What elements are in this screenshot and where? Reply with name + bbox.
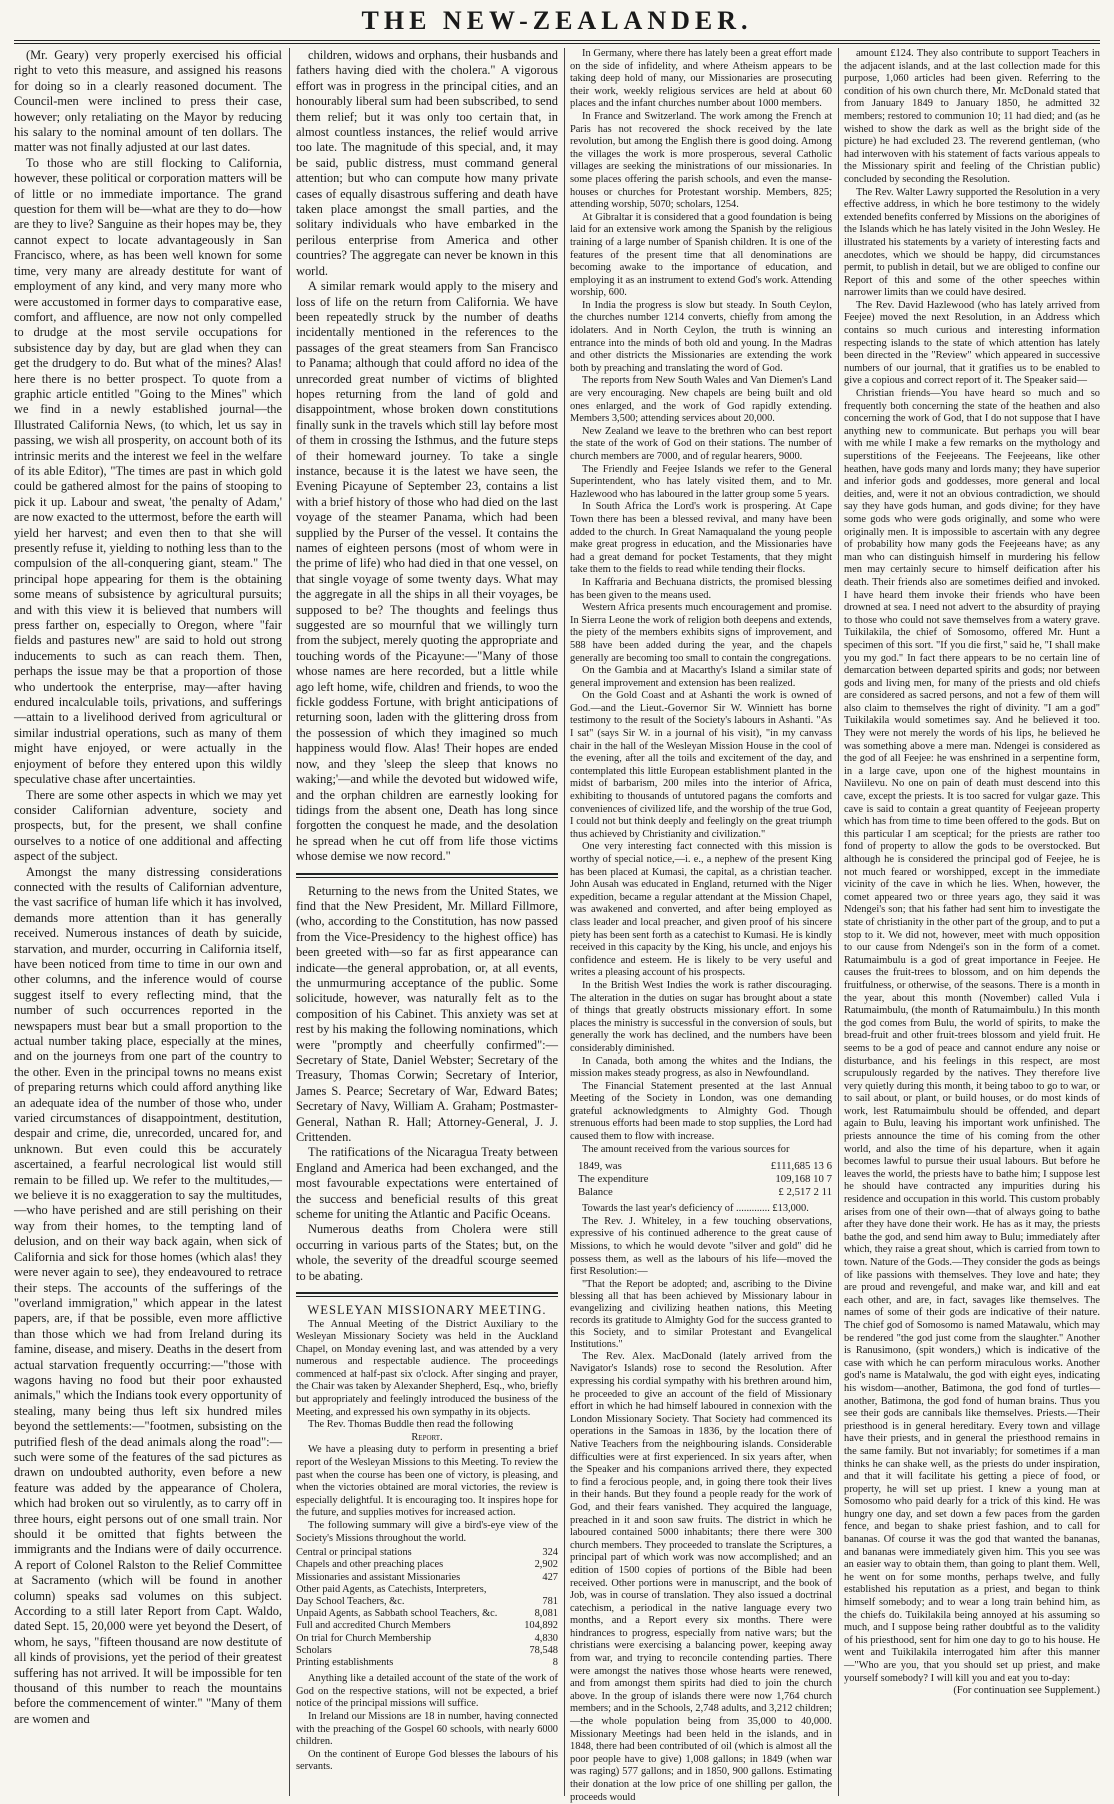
finance-value: £111,685 13 6: [770, 1160, 832, 1173]
paragraph: The Friendly and Feejee Islands we refer to the General Superintendent, who has lately visited them, and to Mr. Hazlewood who has laboured in the latter group some 5 years.: [570, 463, 832, 500]
finance-value: £ 2,517 2 11: [778, 1186, 832, 1199]
stat-label: Central or principal stations: [296, 1547, 412, 1559]
paragraph: The Rev. David Hazlewood (who has lately arrived from Feejee) moved the next Resolution, in an Address which contains so much curious and interesting information respecting islands to the state of which attention has lately been directed in the "Review" which appeared in successive numbers of our journal, that it gratifies us to be enabled to give a copious and correct report of it. The Speaker said—: [844, 299, 1100, 387]
table-row: [296, 1584, 558, 1596]
stat-label: Day School Teachers, &c.: [296, 1596, 405, 1607]
column-4: [844, 48, 1100, 1796]
paragraph: On the continent of Europe God blesses the labours of his servants.: [296, 1748, 558, 1773]
paragraph: Numerous deaths from Cholera were still occurring in various parts of the States; but, on the whole, the severity of the dreadful scourge seemed to be abating.: [296, 1222, 558, 1283]
report-subheading: Report.: [411, 1431, 443, 1443]
table-row: [296, 1620, 558, 1632]
paragraph: amount £124. They also contribute to support Teachers in the adjacent islands, and at the last collection made for this purpose, 1,060 articles had been given. Referring to the condition of his own church there, Mr. McDonald stated that from January 1849 to January 1850, he admitted 32 members; restored to communion 10; 11 had died; and (as he wished to show the dark as well as the bright side of the picture) he had excluded 23. The reverend gentleman, (who had interwoven with his statement of facts various appeals to the Missionary spirit and feeling of the Christian public) concluded by seconding the Resolution.: [844, 48, 1100, 185]
paragraph: A similar remark would apply to the misery and loss of life on the return from California. We have been repeatedly struck by the number of deaths incidentally mentioned in the references to the passages of the great steamers from San Francisco to Panama; although that could afford no idea of the unrecorded great number of victims of blighted hopes returning from the land of gold and disappointment, whose broken down constitutions finally sunk in the travels which still lay before most of them in crossing the Isthmus, and the future steps of their homeward journey. To take a single instance, because it is the latest we have seen, the Evening Picayune of September 23, contains a list with a brief history of those who had died on the last voyage of the steamer Panama, which had been supplied by the Purser of the vessel. It contains the names of eighteen persons (most of whom were in the prime of life) who had died in that one vessel, on that single voyage of some twenty days. What may the aggregate in all the ships in all their voyages, be supposed to be? The thoughts and feelings thus suggested are so mournful that we willingly turn from the subject, merely quoting the appropriate and touching words of the Picayune:—"Many of those whose names are here recorded, but a little while ago left home, wife, children and friends, to woo the fickle goddess Fortune, with bright anticipations of returning soon, laden with the glittering dross from the possession of which they imagined so much happiness would flow. Alas! Their hopes are ended now, and they 'sleep the sleep that knows no waking;'—and while the devoted but widowed wife, and the orphan children are earnestly looking for tidings from the absent one, Death has long since forgotten the conquest he made, and the desolation he spread when he cut off from life those victims whose demise we now record.": [296, 279, 558, 864]
paragraph: The following summary will give a bird's-eye view of the Society's Missions throughout the world.: [296, 1520, 558, 1544]
stat-label: Unpaid Agents, as Sabbath school Teachers, &c.: [296, 1608, 498, 1620]
paragraph: The Rev. Thomas Buddle then read the following: [308, 1419, 514, 1431]
table-row: [296, 1559, 558, 1571]
paragraph: In India the progress is slow but steady. In South Ceylon, the churches number 1214 converts, chiefly from among the idolaters. And in North Ceylon, the truth is winning an entrance into the minds of both old and young. In the Madras and other districts the Missionaries are extending the work both by preaching and translating the word of God.: [570, 299, 832, 374]
paragraph: The Rev. Walter Lawry supported the Resolution in a very effective address, in which he bore testimony to the widely extended benefits conferred by Missions on the aborigines of the Islands which he has lately visited in the John Wesley. He illustrated his statements by a variety of interesting facts and anecdotes, which we should be happy, did circumstances permit, to publish in detail, but we are obliged to confine our Report of this and some of the other speeches within narrower limits than we could have desired.: [844, 186, 1100, 299]
column-3: [570, 48, 832, 1803]
paragraph: The Financial Statement presented at the last Annual Meeting of the Society in London, was one demanding grateful acknowledgments to Almighty God. Though strenuous efforts had been made to stop supplies, the Lord had caused them to flow with increase.: [570, 1080, 832, 1143]
stat-label: On trial for Church Membership: [296, 1632, 432, 1644]
table-row: [296, 1645, 558, 1657]
finance-label: 1849, was: [578, 1160, 622, 1173]
resolution-text: "That the Report be adopted; and, ascribing to the Divine blessing all that has been achieved by Missionary labour in evangelizing and civilizing heathen nations, this Meeting records its gratitude to Almighty God for the success granted to this Society, and to similar Protestant and Evangelical Institutions.": [570, 1278, 832, 1350]
paragraph: The Annual Meeting of the District Auxiliary to the Wesleyan Missionary Society was held in the Auckland Chapel, on Monday evening last, and was attended by a very numerous and respectable audience. The proceedings commenced at half-past six o'clock. After singing and prayer, the Chair was taken by Alexander Shepherd, Esq., who, briefly but appropriately and feelingly introduced the business of the Meeting, and expressed his own sympathy in its objects.: [296, 1318, 558, 1418]
paragraph: There are some other aspects in which we may yet consider Californian adventure, society and prospects, but, for the present, we shall confine ourselves to a notice of one additional and affecting aspect of the subject.: [14, 787, 282, 864]
table-row: [296, 1633, 558, 1645]
paragraph: Amongst the many distressing considerations connected with the results of Californian adventure, the vast sacrifice of human life which it has involved, demands more attention than it has generally received. Numerous instances of death by suicide, starvation, and murder, occurring in California itself, have been noticed from time to time in our own and other columns, and the inference would of course suggest itself to every reflecting mind, that the number of such occurrences reported in the newspapers must bear but a small proportion to the actual number taking place, especially at the mines, and on the journeys from one part of the country to the other. Even in the principal towns no means exist of preparing returns which could afford anything like an adequate idea of the number of those who, under varied circumstances of disappointment, destitution, despair and crime, die, unrecorded, uncared for, and unknown. But even could this be accurately ascertained, a fearful necrological list would still remain to be filled up. We refer to the multitudes,—we believe it is no exaggeration to say the multitudes,—who have perished and are still perishing on their way from their homes, to the tempting land of delusion, and on their way back again, when sick of California and sick for those homes (which alas! they were never again to see), they endeavoured to retrace their steps. The accounts of the sufferings of the "overland immigration," which appear in the latest papers, are, if that be possible, even more afflictive than those which we had from Ireland during its famine, disease, and misery. Deaths in the desert from actual starvation frequently occurring:—"those with wagons having no food but their poor exhausted animals," which the Indians took every opportunity of stealing, many being thus left six hundred miles beyond the settlements:—"footmen, subsisting on the putrified flesh of the dead animals along the road":—such were some of the features of the sad pictures as drawn on undoubted authority, even before a new feature was added by the appearance of Cholera, which had broken out so virulently, as to carry off in three hours, eight persons out of one small train. Nor should it be omitted that fights between the immigrants and the Indians were of daily occurrence. A report of Colonel Ralston to the Relief Committee at Sacramento (which will be found in another column) speaks sad volumes on this subject. According to a still later Report from Capt. Waldo, dated Sept. 15, 20,000 were yet beyond the Desert, of whom, he says, "fifteen thousand are now destitute of all kinds of provisions, yet the period of their greatest suffering has not arrived. It will be impossible for ten thousand of this number to reach the mountains before the commencement of winter." "Many of them are women and: [14, 864, 282, 1726]
stat-value: 8,081: [534, 1608, 558, 1620]
paragraph: In Germany, where there has lately been a great effort made on the side of infidelity, and where Atheism appears to be taking deep hold of many, our Missionaries are prosecuting their work, weekly religious services are held at about 60 places and the infant churches number about 1000 members.: [570, 48, 832, 110]
stat-value: 104,892: [524, 1620, 558, 1632]
paragraph: The Rev. Alex. MacDonald (lately arrived from the Navigator's Islands) rose to second the Resolution. After expressing his cordial sympathy with his brethren around him, he proceeded to give an account of the field of Missionary effort in which he had himself laboured in connexion with the London Missionary Society. That Society had commenced its operations in the Samoas in 1836, by the location there of Native Teachers from the neighbouring islands. Considerable difficulties were at first experienced. In six years after, when the Speaker and his companions arrived there, they expected to find a ferocious people, and, in going there took their lives in their hands. But they found a people ready for the work of God, and their fears vanished. They acquired the language, preached in it and soon saw fruits. The district in which he laboured contained 5000 inhabitants; there there were 300 church members. They proceeded to translate the Scriptures, a principal part of which work was now accomplished; and an edition of 1500 copies of portions of the Bible had been received. Other portions were in manuscript, and the book of Job, was in course of translation. They also issued a doctrinal catechism, a periodical in the native language every two months, and a Report every six months. There were hindrances to progress, especially from native wars; but the christians were exercising a balancing power, keeping away from war, and trying to reconcile contending parties. There were amongst the natives those whose hearts were renewed, and from amongst them spirits had died to join the church above. In the group of islands there were now 1,764 church members; and in the Schools, 2,748 adults, and 3,212 children;—the whole population being from 35,000 to 40,000. Missionary Meetings had been held in the islands, and in 1848, there had been contributed of oil (which is almost all the poor people have to give) 1,008 gallons; in 1849 (when war was raging) 577 gallons; and in 1850, 900 gallons. Estimating their donation at the low price of one shilling per gallon, the proceeds would: [570, 1350, 832, 1803]
missions-statistics-table: [296, 1547, 558, 1669]
finance-label: The expenditure: [578, 1173, 649, 1186]
column-2: [296, 48, 558, 1796]
masthead: THE NEW-ZEALANDER.: [361, 6, 753, 35]
stat-label: Printing establishments: [296, 1657, 394, 1669]
table-row: [570, 1160, 832, 1173]
table-row: [570, 1186, 832, 1199]
stat-label: Chapels and other preaching places: [296, 1559, 444, 1571]
stat-label: Full and accredited Church Members: [296, 1620, 451, 1632]
paragraph: Returning to the news from the United States, we find that the New President, Mr. Millard Fillmore, (who, according to the Constitution, has now passed from the Vice-Presidency to the highest office) has been greeted with—so far as first appearance can indicate—the general approbation, or, at all events, the unmurmuring acceptance of the public. Some solicitude, however, was naturally felt as to the composition of his Cabinet. This anxiety was set at rest by his making the following nominations, which were "promptly and cheerfully confirmed":—Secretary of State, Daniel Webster; Secretary of the Treasury, Thomas Corwin; Secretary of Interior, James S. Pearce; Secretary of War, Edward Bates; Secretary of Navy, William A. Graham; Postmaster-General, Nathan R. Hall; Attorney-General, J. J. Crittenden.: [296, 883, 558, 1145]
paragraph: One very interesting fact connected with this mission is worthy of special notice,—i. e., a nephew of the present King has been placed at Kumasi, the capital, as a christian teacher. John Ausah was educated in England, returned with the Niger expedition, became a regular attendant at the Mission Chapel, was awakened and converted, and after being employed as class leader and local preacher, and given proof of his sincere piety has been sent forth as a catechist to Kumasi. He is kindly received in this capacity by the King, his uncle, and enjoys his confidence and esteem. He is likely to be very useful and writes a pleasing account of his prospects.: [570, 841, 832, 979]
paragraph: On the Gambia and at Macarthy's Island a similar state of general improvement and extension has been realized.: [570, 665, 832, 689]
table-row: [296, 1572, 558, 1584]
paragraph: Western Africa presents much encouragement and promise. In Sierra Leone the work of religion both deepens and extends, the piety of the members exhibits signs of improvement, and 588 have been added during the year, and the chapels generally are becoming too small to contain the congregations.: [570, 602, 832, 664]
paragraph: On the Gold Coast and at Ashanti the work is owned of God.—and the Lieut.-Governor Sir W. Winniett has borne testimony to the result of the Society's labours in Ashanti. "As I sat" (says Sir W. in a journal of his visit), "in my canvass chair in the hall of the Wesleyan Mission House in the cool of the evening, after all the toils and excitement of the day, and contemplated this little European establishment planted in the midst of barbarism, 200 miles into the interior of Africa, exhibiting to thousands of untutored pagans the comforts and conveniences of civilized life, and the worship of the true God, I could not but think deeply and feelingly on the great triumph thus achieved by Christianity and civilization.": [570, 690, 832, 840]
masthead-rule: [14, 40, 1100, 41]
paragraph: In Ireland our Missions are 18 in number, having connected with the preaching of the Gospel 60 schools, with nearly 6000 children.: [296, 1711, 558, 1748]
financial-statement: [570, 1160, 832, 1199]
paragraph: The ratifications of the Nicaragua Treaty between England and America had been exchanged, and the most favourable expectations were entertained of the success and beneficial results of this great scheme for uniting the Atlantic and Pacific Oceans.: [296, 1145, 558, 1222]
stat-value: 781: [542, 1596, 558, 1607]
column-rule: [838, 48, 839, 1796]
stat-label: Missionaries and assistant Missionaries: [296, 1571, 461, 1583]
column-rule: [564, 48, 565, 1796]
table-row: [296, 1608, 558, 1620]
paragraph: Anything like a detailed account of the state of the work of God on the respective stations, will not be expected, a brief notice of the principal missions will suffice.: [296, 1673, 558, 1710]
stat-value: 4,830: [534, 1632, 558, 1644]
paragraph: In Kaffraria and Bechuana districts, the promised blessing has been given to the means used.: [570, 576, 832, 601]
paragraph: To those who are still flocking to California, however, these political or corporation matters will be of little or no immediate importance. The grand question for them will be—what are they to do—how are they to live? Sanguine as their hopes may be, they cannot expect to locate advantageously in San Francisco, where, as has been well known for some time, very many are already destitute for want of employment of any kind, and very many more who were accustomed in former days to comparative ease, comfort, and affluence, are now not only compelled to drudge at the most servile occupations for subsistence day by day, but are glad when they can get the drudgery to do. But what of the mines? Alas! here there is no better prospect. To quote from a graphic article entitled "Going to the Mines" which we find in a newly established journal—the Illustrated California News, (to which, let us say in passing, we wish all prosperity, on account both of its intrinsic merits and the interest we feel in the welfare of its able Editor), "The times are past in which gold could be gathered almost for the pains of stooping to pick it up. Labour and sweat, 'the penalty of Adam,' are now exacted to the uttermost, before the earth will yield her harvest; and even then to that she will presently refuse it, yielding to nothing less than to the compulsion of the all-conquering giant, steam." The principal hope appearing for them is the obtaining some means of subsistence by agricultural pursuits; and with this view it is believed that numbers will press farther on, especially to Oregon, where "fair fields and pastures new" are said to hold out strong inducements to such as can reach them. Then, perhaps the issue may be that a proportion of those who undertook the enterprise, may—after having endured incalculable toils, privations, and sufferings—attain to a livelihood derived from agricultural or similar industrial operations, such as many of them might have enjoyed, or were actually in the enjoyment of before they entered upon this wildly speculative chase after uncertainties.: [14, 155, 282, 787]
paragraph: In Canada, both among the whites and the Indians, the mission makes steady progress, as also in Newfoundland.: [570, 1055, 832, 1080]
deficiency-line: Towards the last year's deficiency of ............. £13,000.: [582, 1203, 809, 1215]
section-divider: [296, 1292, 558, 1297]
paragraph: The reports from New South Wales and Van Diemen's Land are very encouraging. New chapels are being built and old ones enlarged, and the work of God rapidly extending. Members 3,500; attending services about 20,000.: [570, 375, 832, 425]
stat-value: 324: [542, 1547, 558, 1559]
table-row: [296, 1596, 558, 1608]
stat-label: Other paid Agents, as Catechists, Interpreters,: [296, 1583, 487, 1595]
continuation-note: (For continuation see Supplement.): [953, 1685, 1100, 1697]
paragraph: The Rev. J. Whiteley, in a few touching observations, expressive of his continued adherence to the great cause of Missions, to which he would devote "silver and gold" did he possess them, as well as the labours of his life—moved the first Resolution:—: [570, 1215, 832, 1278]
paragraph: In France and Switzerland. The work among the French at Paris has not recovered the shock received by the late revolution, but among the English there is good doing. Among the villages the work is more prosperous, several Catholic villages are seeking the ministrations of our missionaries. In some places offering the parish schools, and even the manse-houses or churches for Protestant worship. Members, 825; attending worship, 5070; scholars, 1254.: [570, 110, 832, 211]
article-heading: WESLEYAN MISSIONARY MEETING.: [307, 1303, 547, 1318]
paragraph: Christian friends—You have heard so much and so frequently both concerning the state of the heathen and also concerning the work of God, that I do not suppose that I have anything new to communicate. But perhaps you will bear with me while I make a few remarks on the mythology and superstitions of the Feejeeans. The Feejeeans, like other heathen, have gods many and lords many; they have superior and inferior gods and goddesses, more general and local deities, and, were it not an obvious contradiction, we should say they have gods human, and gods divine; for they have some gods who were gods originally, and some who were originally men. It is impossible to ascertain with any degree of probability how many gods the Feejeeans have; as any man who can distinguish himself in murdering his fellow men may certainly secure to himself deification after his death. Their friends also are sometimes deified and invoked. I have heard them invoke their friends who have been drowned at sea. I need not advert to the absurdity of praying to those who could not save themselves from a watery grave. Tuikilakila, the chief of Somosomo, offered Mr. Hunt a specimen of this sort. "If you die first," said he, "I shall make you my god." In fact there appears to be no certain line of demarcation between departed spirits and gods; nor between gods and living men, for many of the priests and old chiefs are considered as sacred persons, and not a few of them will also claim to themselves the right of divinity. "I am a god" Tuikilakila would sometimes say. And he believed it too. They were not merely the words of his lips, he believed he was something above a mere man. Ndengei is considered as the god of all Feejee: he was enshrined in a serpentine form, in a large cave, upon one of the highest mountains in Naviilevu. No one on pain of death must descend into this cave, except the priests. It is too sacred for vulgar gaze. This cave is said to contain a great quantity of Feejeean property which has from time to time been offered to the gods. But on this particular I am sceptical; for the priests are rather too fond of property to allow the gods to be overstocked. But although he is considered the principal god of Feejee, he is not much feared or worshipped, except in the immediate vicinity of the cave in which he lies. When, however, the comet appeared two or three years ago, they said it was Ndengei's son; that his father had sent him to investigate the state of christianity in the other part of the group, and to put a stop to it. We did not, however, meet with much opposition to our cause from Ndengei's son in the form of a comet. Ratumaimbulu is a god of great importance in Feejee. He causes the fruit-trees to blossom, and on him depends the fruitfulness, or otherwise, of the seasons. There is a month in the year, about this month (November) called Vula i Ratumaimbulu, (the month of Ratumaimbulu.) In this month the god comes from Bulu, the world of spirits, to make the bread-fruit and other fruit-trees blossom and yield fruit. He seems to be a god of peace and cannot endure any noise or disturbance, and his feelings in this respect, are most scrupulously regarded by the natives. They therefore live very quietly during this month, it being taboo to go to war, or to sail about, or plant, or build houses, or do most kinds of work, lest Ratumaimbulu should be offended, and depart again to Bulu, leaving his important work unfinished. The priests announce the time of his coming from the other world, and also the time of his departure, when it again becomes lawful to pursue their usual labours. But before he leaves the world, the priests have to bathe him; I suppose lest he should have contracted any impurities during his residence and occupation in this world. This custom probably arises from one of their own—that of always going to bathe after they have done their work. He has as it may, the priests bathe the god, and send him away to Bulu; immediately after which, they raise a great shout, which is carried from town to town. Nature of the Gods.—They consider the gods as beings of like passions with themselves. They love and hate; they are proud and revengeful, and make war, and kill and eat each other, and are, in fact, savages like themselves. The names of some of their gods are indicative of their nature. The chief god of Somosomo is named Matawalu, which may be rendered "the god just come from the slaughter." Another is Ranusimono, (spit wonders,) which is indicative of the case with which he can perform miraculous works. Another god's name is Matalwalu, the god with eight eyes, indicating his wisdom—another, Batimona, the god fond of turtles—another, Batimona, the god fond of human brains. Thus you see their gods are cannibals like themselves. Priests.—Their priesthood is in general hereditary. Every town and village have their priests, and in general the priesthood remains in the same family. But not invariably; for sometimes if a man thinks he can shake well, as the priests do under inspiration, and that it will facilitate his getting a piece of food, or property, he will set up priest. I knew a young man at Somosomo who paid dearly for a trick of this kind. He was hungry one day, and set down a few paces from the garden fence, and began to shake priest fashion, and to call for bananas. Of course it was the god that wanted the bananas, and bananas were immediately given him. This you see was an easier way to obtain them, than going to plant them. Well, he went on for some months, perhaps twelve, and fully established his reputation as a priest, and began to think himself somebody; and to wear a long train behind him, as the chiefs do. Tuikilakila being annoyed at his assuming so much, and I suppose being rather doubtful as to the validity of his priesthood, sent for him one day to go to his house. He went and Tuikilakila interrogated him after this manner—"Who are you, that you should set up priest, and make yourself somebody? I will kill you and eat you to-day:: [844, 388, 1100, 1684]
stat-label: Scholars: [296, 1644, 332, 1656]
table-row: [296, 1657, 558, 1669]
finance-label: Balance: [578, 1186, 613, 1199]
paragraph: The amount received from the various sources for: [582, 1143, 790, 1155]
paragraph: We have a pleasing duty to perform in presenting a brief report of the Wesleyan Missions to this Meeting. To review the past when the course has been one of victory, is pleasing, and when the victories obtained are moral victories, the review is especially delightful. It is encouraging too. It inspires hope for the future, and supplies motives for increased action.: [296, 1444, 558, 1519]
paragraph: In South Africa the Lord's work is prospering. At Cape Town there has been a blessed revival, and many have been added to the church. In Great Namaqualand the young people make great progress in education, and the Missionaries have had a great demand for pocket Testaments, that they might take them to the fields to read while tending their flocks.: [570, 501, 832, 576]
table-row: [296, 1547, 558, 1559]
paragraph: children, widows and orphans, their husbands and fathers having died with the cholera." A vigorous effort was in progress in the principal cities, and an honourably liberal sum had been subscribed, to send them relief; but it was only too certain that, in almost countless instances, the relief would arrive too late. The magnitude of this special, and, it may be said, public distress, must command general attention; but who can compute how many private cases of equally disastrous suffering and death have taken place amongst the small parties, and the solitary individuals who have embarked in the perilous enterprise from America and other countries? The aggregate can never be known in this world.: [296, 48, 558, 278]
section-divider: [296, 873, 558, 878]
finance-value: 109,168 10 7: [775, 1173, 832, 1186]
paragraph: (Mr. Geary) very properly exercised his official right to veto this measure, and assigned his reasons for doing so in a clearly reasoned document. The Council-men were inclined to press their case, however; only retaliating on the Mayor by reducing his salary to the nominal amount of ten dollars. The matter was not finally adjusted at our last dates.: [14, 48, 282, 155]
stat-value: 8: [552, 1657, 558, 1669]
paragraph: In the British West Indies the work is rather discouraging. The alteration in the duties on sugar has brought about a state of things that greatly obstructs missionary effort. In some places the ministry is successful in the conversion of souls, but generally the work has declined, and the numbers have been considerably diminished.: [570, 979, 832, 1054]
stat-value: [517, 1584, 558, 1596]
paragraph: At Gibraltar it is considered that a good foundation is being laid for an extensive work among the Spanish by the religious training of a large number of Spanish children. It is one of the features of the present time that all denominations are becoming awake to the importance of education, and employing it as an instrument to extend God's work. Attending worship, 600.: [570, 211, 832, 299]
masthead-rule-lower: [14, 43, 1100, 44]
column-rule: [289, 48, 290, 1796]
paragraph: New Zealand we leave to the brethren who can best report the state of the work of God on their stations. The number of church members are 7000, and of regular hearers, 9000.: [570, 425, 832, 462]
stat-value: 2,902: [534, 1559, 558, 1571]
column-1: [14, 48, 282, 1796]
table-row: [570, 1173, 832, 1186]
stat-value: 78,548: [529, 1644, 558, 1656]
stat-value: 427: [542, 1571, 558, 1583]
